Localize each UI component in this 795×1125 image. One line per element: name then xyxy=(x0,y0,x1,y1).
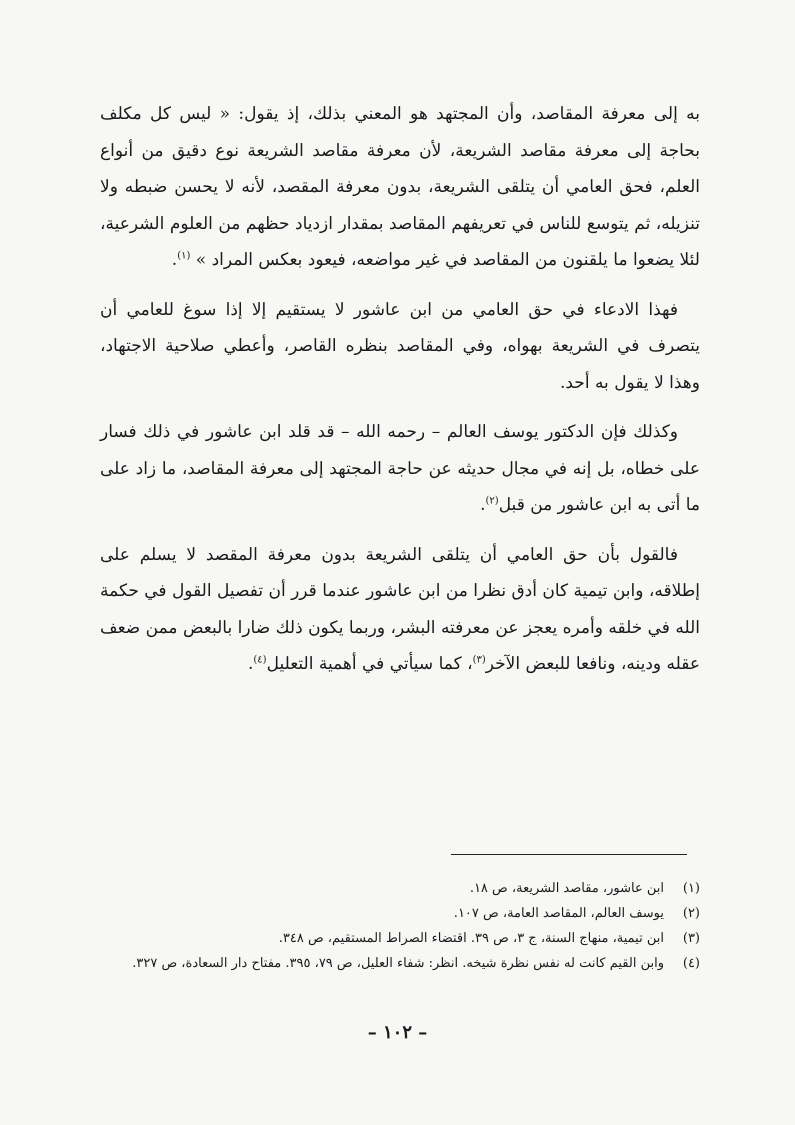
paragraph-text: وكذلك فإن الدكتور يوسف العالم – رحمه الله – قد قلد ابن عاشور في ذلك فسار على خطاه، بل إنه في مجال حديثه عن حاجة المجتهد إلى معرفة المقاصد، ما زاد على ما أتى به ابن عاشور من قبل xyxy=(100,422,700,515)
footnote-number: (٢) xyxy=(682,906,700,921)
paragraph-text: فهذا الادعاء في حق العامي من ابن عاشور لا يستقيم إلا إذا سوغ للعامي أن يتصرف في الشريعة بهواه، وفي المقاصد بنظره القاصر، وأعطي صلاحية الاجتهاد، وهذا لا يقول به أحد. xyxy=(100,299,700,393)
footnote-1 xyxy=(100,876,700,901)
paragraph-4 xyxy=(100,537,700,683)
paragraph-1 xyxy=(100,96,700,279)
footnote-ref-3: (٣) xyxy=(472,654,486,666)
main-text xyxy=(100,96,700,696)
footnote-ref-4: (٤) xyxy=(253,654,267,666)
footnotes xyxy=(100,876,700,976)
footnote-ref-2: (٢) xyxy=(485,495,499,507)
footnote-number: (٣) xyxy=(682,931,700,946)
footnote-4 xyxy=(100,951,700,976)
footnote-2 xyxy=(100,901,700,926)
paragraph-end: . xyxy=(247,654,254,674)
footnote-text: ابن تيمية، منهاج السنة، ج ٣، ص ٣٩. اقتضاء الصراط المستقيم، ص ٣٤٨. xyxy=(278,931,664,946)
footnote-ref-1: (١) xyxy=(177,250,191,262)
paragraph-2 xyxy=(100,292,700,402)
paragraph-end: . xyxy=(171,250,178,270)
footnote-number: (١) xyxy=(682,881,700,896)
paragraph-text: به إلى معرفة المقاصد، وأن المجتهد هو المعني بذلك، إذ يقول: « ليس كل مكلف بحاجة إلى معرفة مقاصد الشريعة، لأن معرفة مقاصد الشريعة نوع دقيق من أنواع العلم، فحق العامي أن يتلقى الشريعة، بدون معرفة المقصد، لأنه لا يحسن ضبطه ولا تنزيله، ثم يتوسع للناس في تعريفهم المقاصد بمقدار ازدياد حظهم من العلوم الشرعية، لئلا يضعوا ما يلقنون من المقاصد في غير مواضعه، فيعود بعكس المراد » xyxy=(100,104,700,270)
page-number: – ١٠٢ – xyxy=(367,1022,428,1043)
footnote-text: ابن عاشور، مقاصد الشريعة، ص ١٨. xyxy=(469,881,664,896)
paragraph-3 xyxy=(100,414,700,524)
paragraph-text: فالقول بأن حق العامي أن يتلقى الشريعة بدون معرفة المقصد لا يسلم على إطلاقه، وابن تيمية كان أدق نظرا من ابن عاشور عندما قرر أن تفصيل القول في حكمة الله في خلقه وأمره يعجز عن معرفته البشر، وربما يكون ذلك ضارا بالبعض ممن ضعف عقله ودينه، ونافعا للبعض الآخر xyxy=(100,544,700,674)
paragraph-tail: ، كما سيأتي في أهمية التعليل xyxy=(266,654,473,674)
footnote-number: (٤) xyxy=(682,956,700,971)
footnote-text: وابن القيم كانت له نفس نظرة شيخه. انظر: شفاء العليل، ص ٧٩، ٣٩٥. مفتاح دار السعادة، ص ٣٢٧. xyxy=(132,956,664,971)
paragraph-end: . xyxy=(480,495,486,515)
footnote-divider xyxy=(451,854,687,855)
footnote-3 xyxy=(100,926,700,951)
footnote-text: يوسف العالم، المقاصد العامة، ص ١٠٧. xyxy=(453,906,664,921)
